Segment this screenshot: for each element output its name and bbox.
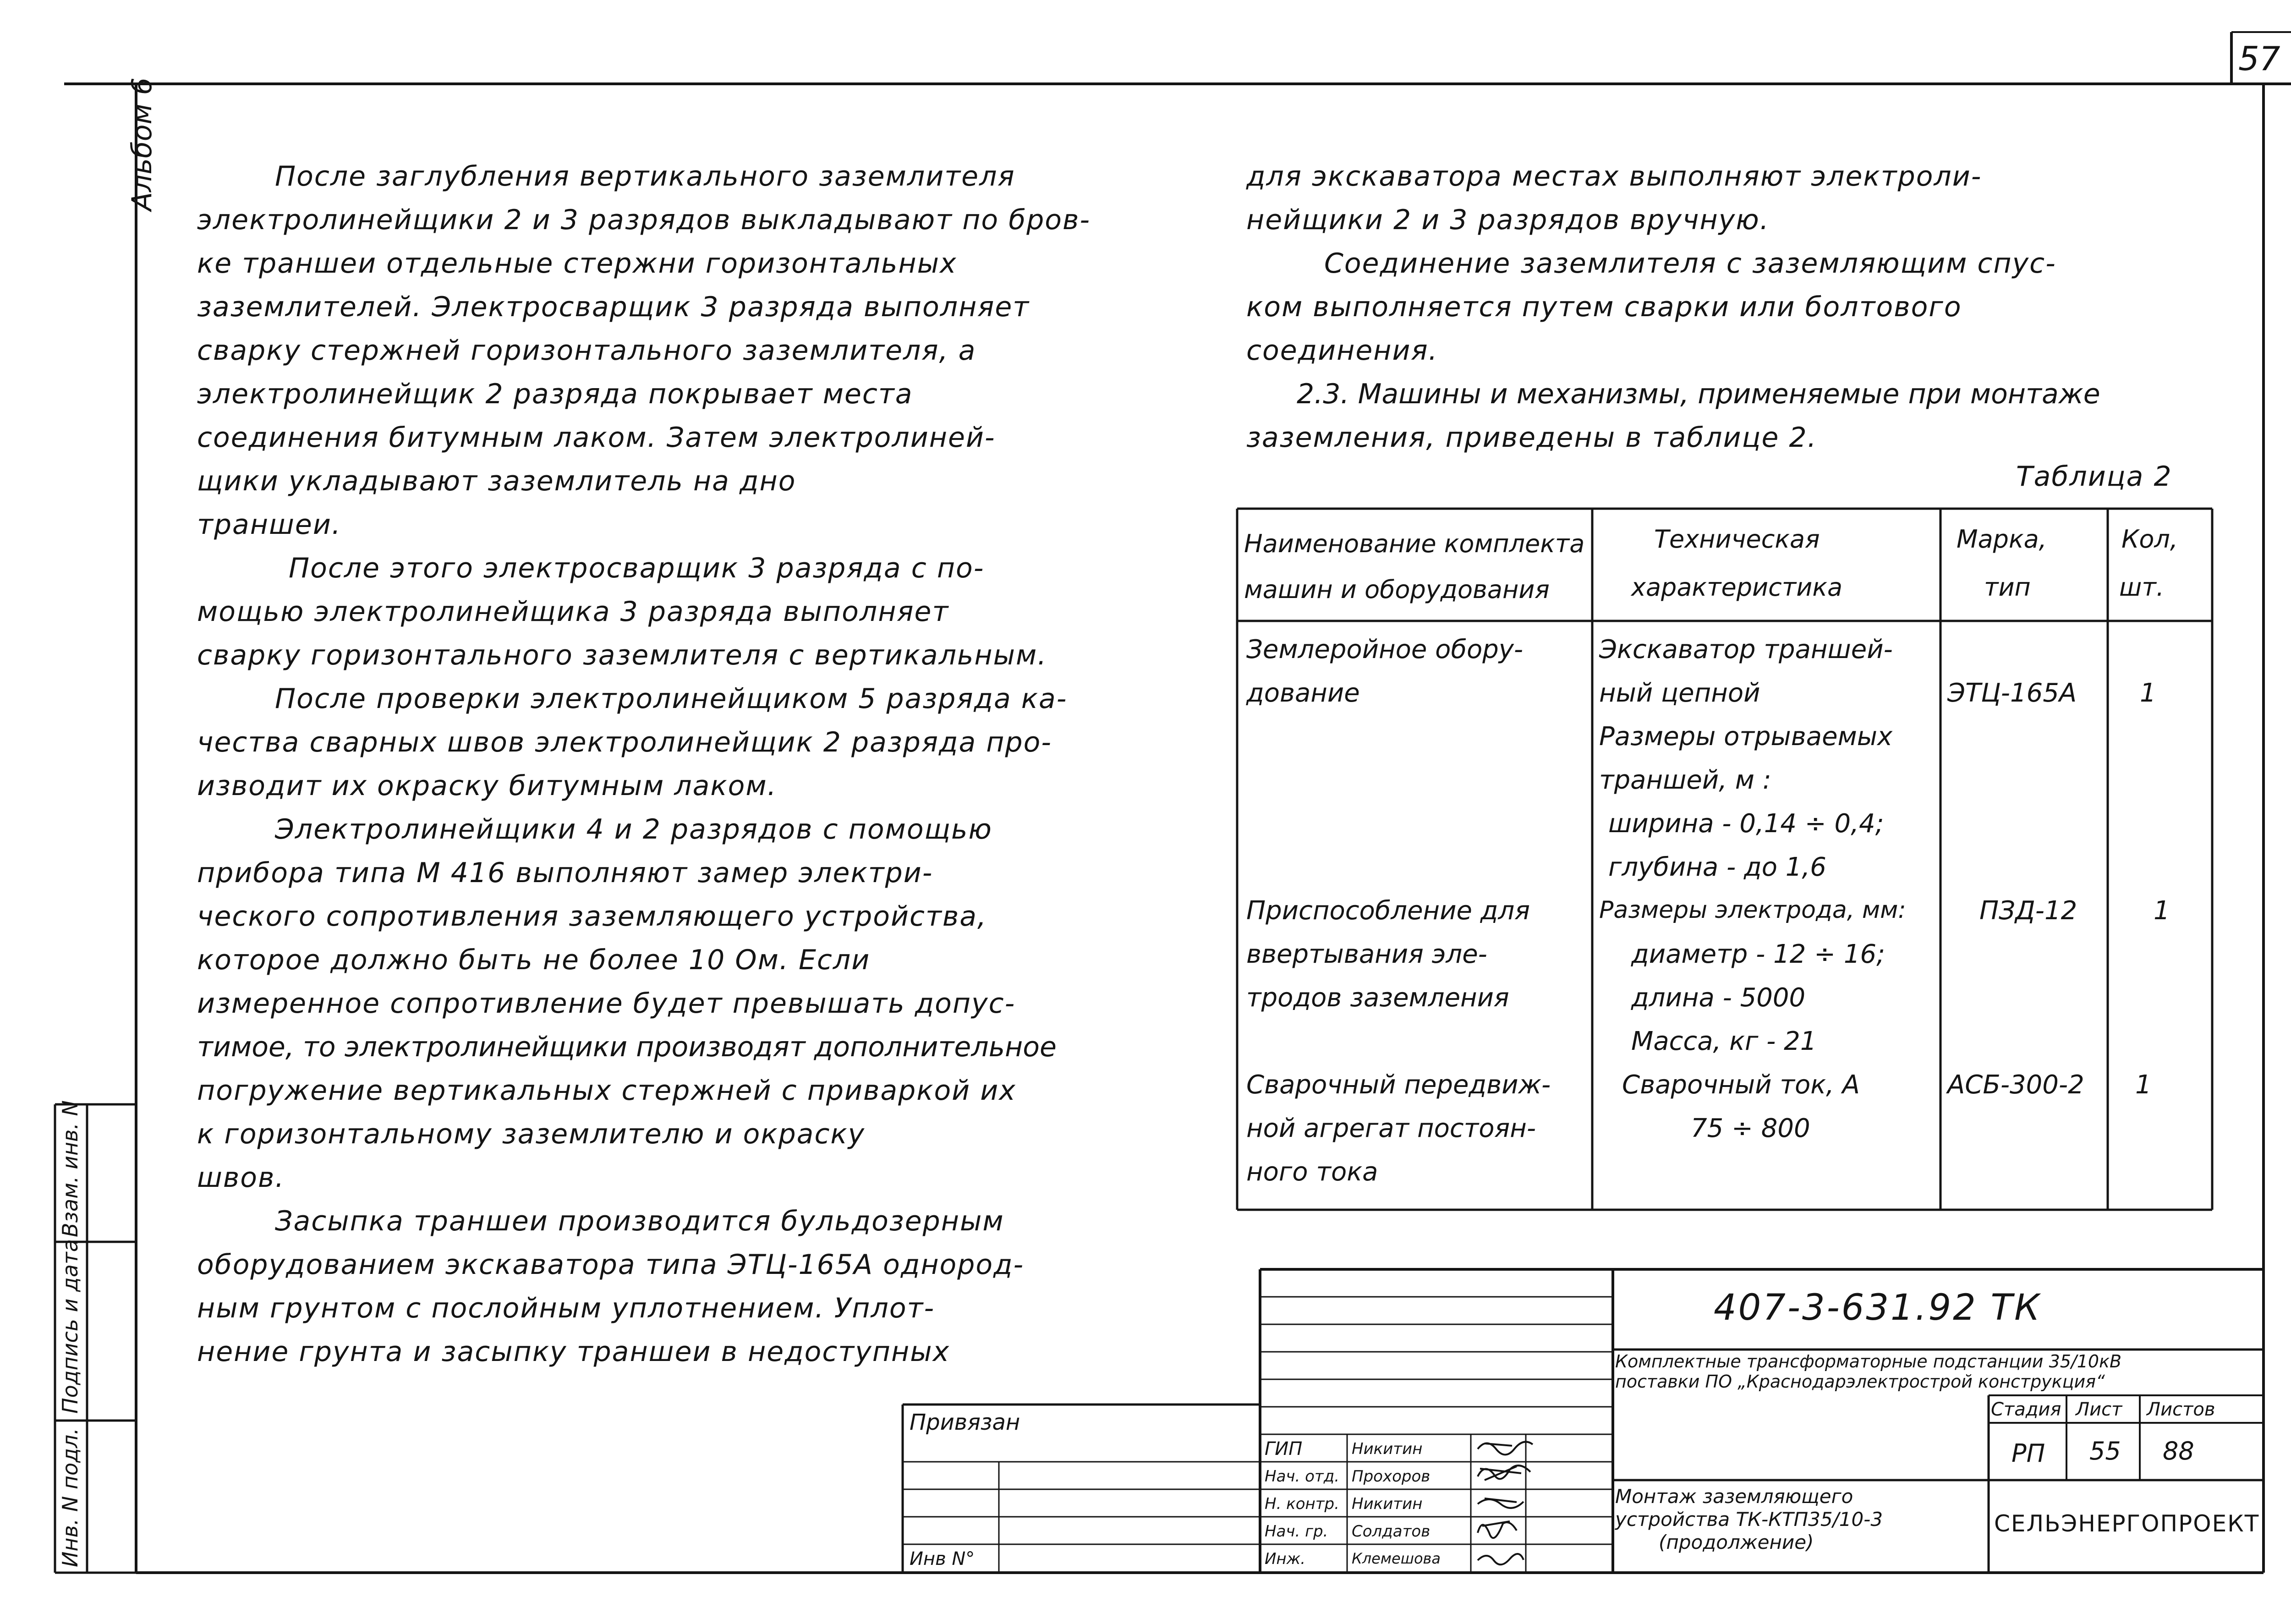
table-header-type: Марка, [1957, 525, 2047, 554]
text-line: электролинейщики 2 и 3 разрядов выкладывают по бров- [197, 204, 1091, 236]
text-line: к горизонтальному заземлителю и окраску [197, 1118, 866, 1150]
signer-name: Никитин [1352, 1440, 1423, 1458]
table-header-name: машин и оборудования [1244, 575, 1550, 604]
document-code: 407-3-631.92 ТК [1714, 1287, 2042, 1328]
table-row: Землеройное обору- [1246, 635, 1524, 664]
table-header-spec: Техническая [1654, 525, 1820, 554]
text-line: сварку стержней горизонтального заземлителя, а [197, 335, 976, 367]
table-cell: Размеры отрываемых [1599, 722, 1893, 752]
table-header-name: Наименование комплекта [1244, 529, 1585, 558]
text-line: изводит их окраску битумным лаком. [197, 770, 777, 802]
table-cell: глубина - до 1,6 [1608, 852, 1826, 882]
table-cell: диаметр - 12 ÷ 16; [1631, 939, 1885, 969]
table-row: Приспособление для [1246, 896, 1530, 926]
role-label: Нач. гр. [1265, 1522, 1328, 1541]
text-line: заземления, приведены в таблице 2. [1246, 422, 1817, 454]
document-subtitle: поставки ПО „Краснодарэлектрострой конструкция“ [1615, 1372, 2105, 1392]
text-line: заземлителей. Электросварщик 3 разряда выполняет [197, 291, 1030, 323]
side-stamp-signature-date: Подпись и дата [58, 1239, 82, 1414]
text-line: Соединение заземлителя с заземляющим спус- [1324, 247, 2056, 280]
table-header-qty: Кол, [2121, 525, 2178, 554]
text-line: швов. [197, 1162, 285, 1194]
signer-name: Клемешова [1352, 1550, 1441, 1567]
table-cell: ПЗД-12 [1979, 896, 2077, 926]
table-cell: Масса, кг - 21 [1631, 1026, 1817, 1056]
table-caption: Таблица 2 [2016, 461, 2172, 493]
text-line: прибора типа М 416 выполняют замер электри- [197, 857, 933, 889]
table-cell: ный цепной [1599, 678, 1760, 708]
text-line: сварку горизонтального заземлителя с вертикальным. [197, 639, 1047, 671]
text-line: траншеи. [197, 509, 341, 541]
table-row: ного тока [1246, 1157, 1378, 1187]
text-line: После заглубления вертикального заземлителя [275, 160, 1015, 192]
table-cell: Сварочный ток, А [1622, 1070, 1860, 1100]
table-cell: 75 ÷ 800 [1691, 1114, 1810, 1143]
table-cell: длина - 5000 [1631, 983, 1806, 1013]
text-line: 2.3. Машины и механизмы, применяемые при монтаже [1297, 378, 2100, 410]
role-label: ГИП [1265, 1438, 1303, 1459]
album-label: Альбом 6 [126, 77, 158, 211]
table-cell: траншей, м : [1599, 765, 1771, 795]
text-line: ным грунтом с послойным уплотнением. Уплот- [197, 1292, 935, 1324]
role-label: Инж. [1265, 1550, 1306, 1568]
text-line: ком выполняется путем сварки или болтового [1246, 291, 1962, 323]
signer-name: Солдатов [1352, 1522, 1431, 1541]
signer-name: Никитин [1352, 1495, 1423, 1513]
document-title: устройства ТК-КТП35/10-3 [1615, 1508, 1883, 1531]
signatures [1478, 1442, 1533, 1564]
sheet-value: 55 [2089, 1437, 2121, 1465]
text-line: После проверки электролинейщиком 5 разряда ка- [275, 683, 1068, 715]
table-cell: Размеры электрода, мм: [1599, 896, 1906, 924]
text-line: Засыпка траншеи производится бульдозерным [275, 1205, 1004, 1237]
document-subtitle: Комплектные трансформаторные подстанции 35/10кВ [1615, 1351, 2122, 1372]
table-cell: 1 [2135, 1070, 2152, 1100]
text-line: которое должно быть не более 10 Ом. Если [197, 944, 871, 976]
text-line: измеренное сопротивление будет превышать допус- [197, 988, 1016, 1020]
table-cell: 1 [2154, 896, 2170, 926]
text-line: погружение вертикальных стержней с приваркой их [197, 1075, 1016, 1107]
stage-value: РП [2011, 1439, 2045, 1468]
table-row: Сварочный передвиж- [1246, 1070, 1551, 1100]
table-cell: АСБ-300-2 [1947, 1070, 2084, 1100]
table-header-qty: шт. [2119, 573, 2165, 602]
table-header-type: тип [1984, 573, 2031, 602]
role-label: Н. контр. [1265, 1495, 1339, 1513]
signer-name: Прохоров [1352, 1467, 1431, 1486]
text-line: щики укладывают заземлитель на дно [197, 465, 796, 497]
table-cell: ширина - 0,14 ÷ 0,4; [1608, 809, 1884, 839]
side-stamp-replacement-inv: Взам. инв. N [58, 1100, 82, 1237]
text-line: ке траншеи отдельные стержни горизонтальных [197, 247, 957, 280]
text-line: оборудованием экскаватора типа ЭТЦ-165А однород- [197, 1249, 1025, 1281]
text-line: ческого сопротивления заземляющего устройства, [197, 900, 987, 933]
table-row: ввертывания эле- [1246, 939, 1487, 969]
text-line: соединения битумным лаком. Затем электролиней- [197, 422, 996, 454]
sheets-value: 88 [2163, 1437, 2194, 1465]
table-row: ной агрегат постоян- [1246, 1114, 1536, 1143]
text-line: мощью электролинейщика 3 разряда выполняет [197, 596, 949, 628]
text-line: После этого электросварщик 3 разряда с по- [289, 552, 985, 584]
role-label: Нач. отд. [1265, 1467, 1340, 1486]
sheet-label: Лист [2076, 1399, 2122, 1420]
table-row: дование [1246, 678, 1360, 708]
privyazan-label: Привязан [910, 1410, 1020, 1435]
text-line: нение грунта и засыпку траншеи в недоступных [197, 1336, 950, 1368]
page-number: 57 [2238, 39, 2280, 78]
table-row: тродов заземления [1246, 983, 1509, 1013]
text-line: для экскаватора местах выполняют электроли- [1246, 160, 1982, 192]
inv-number-label: Инв N° [910, 1548, 975, 1569]
table-cell: 1 [2140, 678, 2156, 708]
text-line: электролинейщик 2 разряда покрывает места [197, 378, 913, 410]
text-line: тимое, то электролинейщики производят дополнительное [197, 1031, 1057, 1063]
document-title: Монтаж заземляющего [1615, 1485, 1853, 1508]
organization-name: СЕЛЬЭНЕРГОПРОЕКТ [1994, 1510, 2260, 1537]
table-cell: ЭТЦ-165А [1947, 678, 2077, 708]
document-title: (продолжение) [1659, 1531, 1814, 1553]
text-line: чества сварных швов электролинейщик 2 разряда про- [197, 726, 1052, 758]
table-header-spec: характеристика [1631, 573, 1843, 602]
text-line: Электролинейщики 4 и 2 разрядов с помощью [275, 813, 992, 845]
sheets-label: Листов [2147, 1399, 2215, 1420]
table-cell: Экскаватор траншей- [1599, 635, 1893, 664]
text-line: нейщики 2 и 3 разрядов вручную. [1246, 204, 1770, 236]
text-line: соединения. [1246, 335, 1438, 367]
stage-label: Стадия [1991, 1399, 2061, 1420]
side-stamp-inv-original: Инв. N подл. [58, 1428, 82, 1567]
